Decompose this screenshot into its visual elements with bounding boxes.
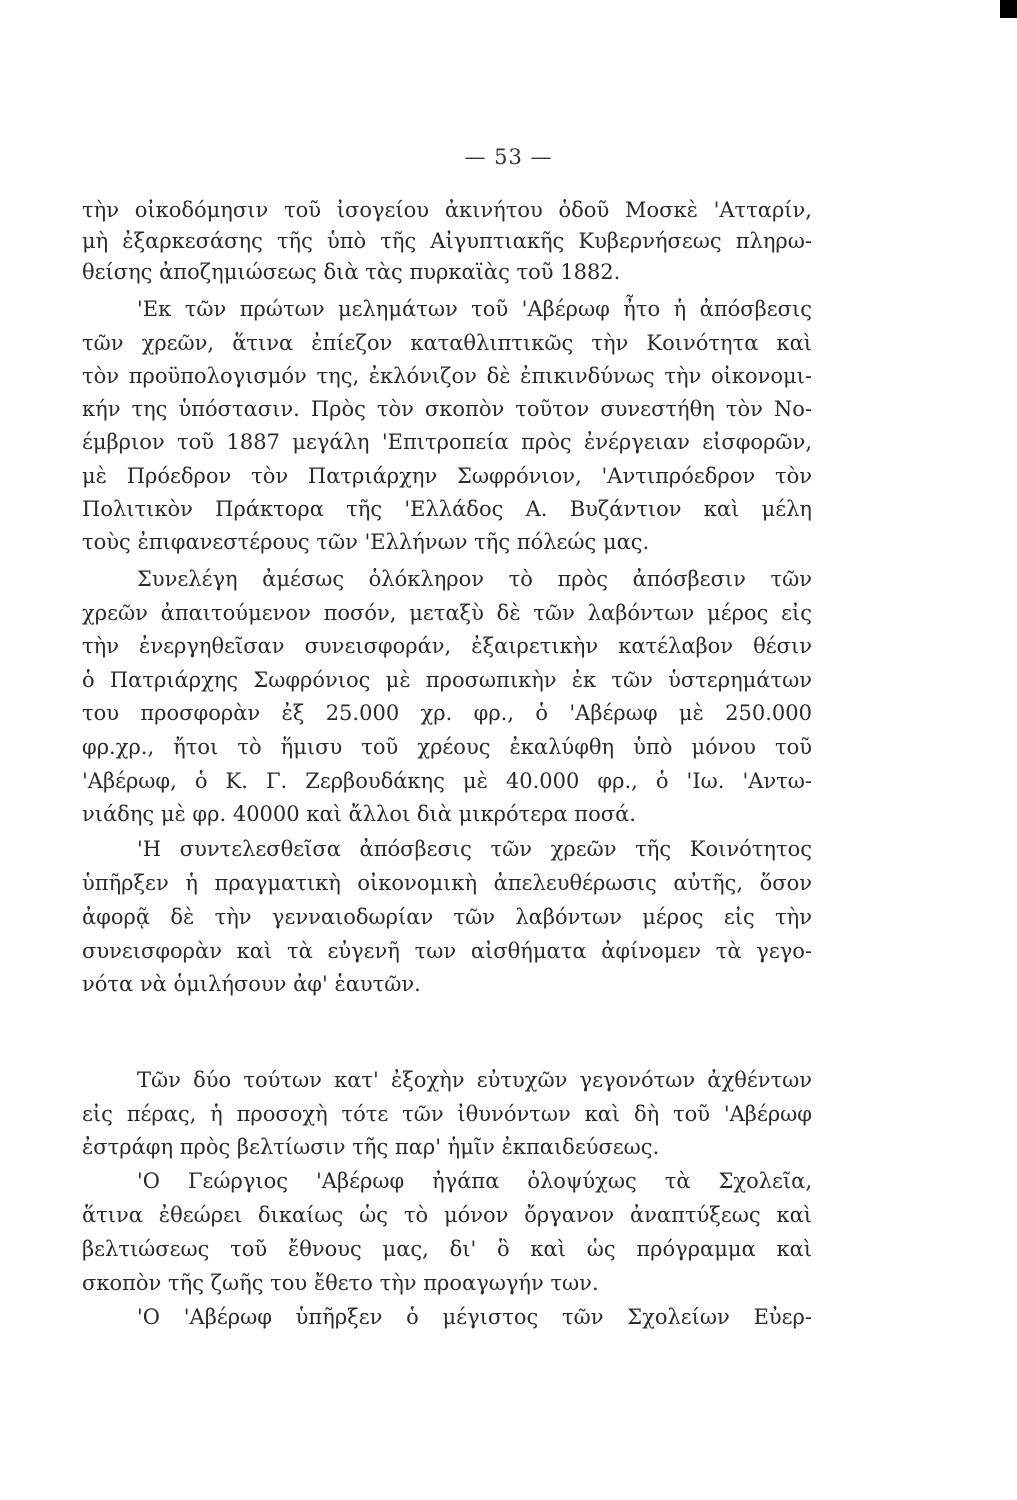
text-line: βελτιώσεως τοῦ ἔθνους μας, δι' ὃ καὶ ὡς πρόγραμμα καὶ	[82, 1237, 812, 1261]
text-line: 'Αβέρωφ, ὁ Κ. Γ. Ζερβουδάκης μὲ 40.000 φρ., ὁ 'Ιω. 'Αντω-	[82, 769, 812, 793]
text-line: ἐστράφη πρὸς βελτίωσιν τῆς παρ' ἡμῖν ἐκπαιδεύσεως.	[82, 1135, 660, 1159]
text-line: 'Εκ τῶν πρώτων μελημάτων τοῦ 'Αβέρωφ ἦτο ἡ ἀπόσβεσις	[137, 297, 812, 321]
text-line: θείσης ἀποζημιώσεως διὰ τὰς πυρκαϊὰς τοῦ 1882.	[82, 260, 621, 284]
text-line: τὴν οἰκοδόμησιν τοῦ ἰσογείου ἀκινήτου ὁδοῦ Μοσκὲ 'Ατταρίν,	[82, 198, 812, 222]
text-line: ἅτινα ἐθεώρει δικαίως ὡς τὸ μόνον ὄργανον ἀναπτύξεως καὶ	[82, 1203, 812, 1227]
text-line: Πολιτικὸν Πράκτορα τῆς 'Ελλάδος Α. Βυζάντιον καὶ μέλη	[82, 497, 812, 521]
text-line: 'Ο Γεώργιος 'Αβέρωφ ἠγάπα ὁλοψύχως τὰ Σχολεῖα,	[137, 1169, 812, 1193]
text-line: έμβριον τοῦ 1887 μεγάλη 'Επιτροπεία πρὸς ἐνέργειαν εἰσφορῶν,	[82, 430, 812, 454]
text-line: φρ.χρ., ἤτοι τὸ ἥμισυ τοῦ χρέους ἐκαλύφθη ὑπὸ μόνου τοῦ	[82, 735, 812, 759]
text-line: ἀφορᾷ δὲ τὴν γενναιοδωρίαν τῶν λαβόντων μέρος εἰς τὴν	[82, 905, 812, 929]
text-line: μὴ ἐξαρκεσάσης τῆς ὑπὸ τῆς Αἰγυπτιακῆς Κυβερνήσεως πληρω-	[82, 229, 812, 253]
page-number: — 53 —	[464, 145, 553, 169]
text-line: τῶν χρεῶν, ἅτινα ἐπίεζον καταθλιπτικῶς τὴν Κοινότητα καὶ	[82, 331, 812, 355]
text-line: μὲ Πρόεδρον τὸν Πατριάρχην Σωφρόνιον, 'Αντιπρόεδρον τὸν	[82, 464, 812, 488]
text-line: του προσφορὰν ἐξ 25.000 χρ. φρ., ὁ 'Αβέρωφ μὲ 250.000	[82, 701, 812, 725]
text-line: 'Ο 'Αβέρωφ ὑπῆρξεν ὁ μέγιστος τῶν Σχολείων Εὐερ-	[137, 1305, 812, 1329]
text-line: Τῶν δύο τούτων κατ' ἐξοχὴν εὐτυχῶν γεγονότων ἀχθέντων	[137, 1068, 812, 1092]
text-line: 'Η συντελεσθεῖσα ἀπόσβεσις τῶν χρεῶν τῆς Κοινότητος	[137, 837, 812, 861]
text-line: ὁ Πατριάρχης Σωφρόνιος μὲ προσωπικὴν ἐκ τῶν ὑστερημάτων	[82, 668, 812, 692]
text-line: νιάδης μὲ φρ. 40000 καὶ ἄλλοι διὰ μικρότερα ποσά.	[82, 802, 636, 826]
text-line: Συνελέγη ἀμέσως ὁλόκληρον τὸ πρὸς ἀπόσβεσιν τῶν	[137, 567, 812, 591]
text-line: ὑπῆρξεν ἡ πραγματικὴ οἰκονομικὴ ἀπελευθέρωσις αὐτῆς, ὅσον	[82, 871, 812, 895]
text-line: τὴν ἐνεργηθεῖσαν συνεισφοράν, ἐξαιρετικὴν κατέλαβον θέσιν	[82, 634, 812, 658]
text-line: χρεῶν ἀπαιτούμενον ποσόν, μεταξὺ δὲ τῶν λαβόντων μέρος εἰς	[82, 601, 812, 625]
text-line: νότα νὰ ὁμιλήσουν ἀφ' ἑαυτῶν.	[82, 972, 421, 996]
text-line: σκοπὸν τῆς ζωῆς του ἔθετο τὴν προαγωγήν των.	[82, 1271, 599, 1295]
scan-edge-mark	[1000, 0, 1017, 18]
text-line: κήν της ὑπόστασιν. Πρὸς τὸν σκοπὸν τοῦτον συνεστήθη τὸν Νο-	[82, 397, 812, 421]
text-line: εἰς πέρας, ἡ προσοχὴ τότε τῶν ἰθυνόντων καὶ δὴ τοῦ 'Αβέρωφ	[82, 1102, 812, 1126]
text-line: συνεισφορὰν καὶ τὰ εὐγενῆ των αἰσθήματα ἀφίνομεν τὰ γεγο-	[82, 939, 812, 963]
text-line: τοὺς ἐπιφανεστέρους τῶν 'Ελλήνων τῆς πόλεώς μας.	[82, 530, 650, 554]
text-line: τὸν προϋπολογισμόν της, ἐκλόνιζον δὲ ἐπικινδύνως τὴν οἰκονομι-	[82, 364, 812, 388]
